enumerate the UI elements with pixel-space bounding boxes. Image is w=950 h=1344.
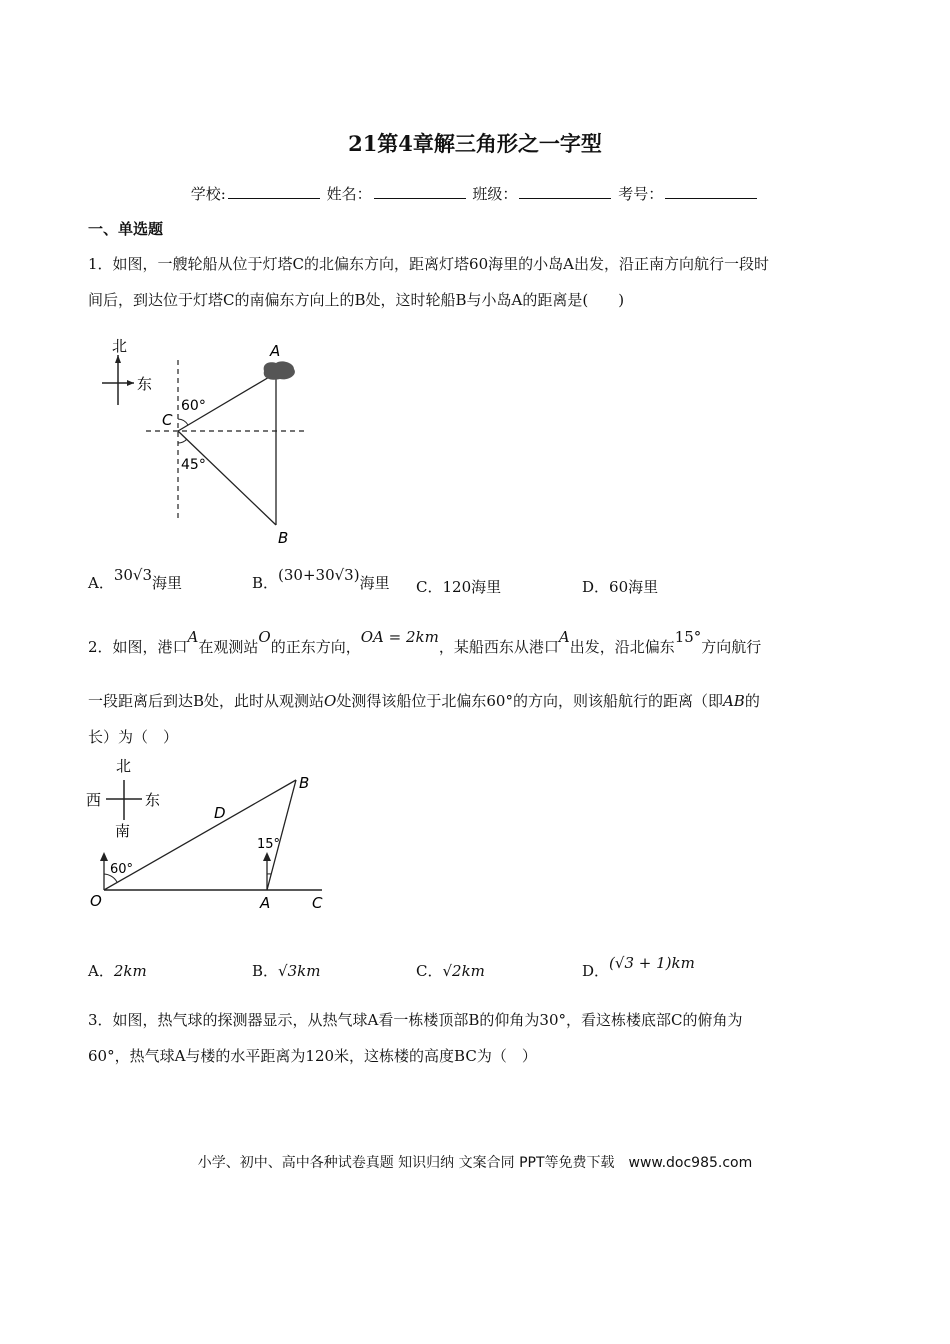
fig2-angle-15: 15°: [257, 837, 281, 852]
q2-option-a-math: 2km: [113, 962, 147, 980]
q2-ab: AB: [722, 692, 745, 710]
question-2-line-3: 长）为（ ）: [88, 728, 179, 746]
fig2-north-label: 北: [116, 757, 132, 775]
q2-option-b-label: B．: [252, 962, 279, 980]
q2-angle-15: 15°: [674, 628, 702, 646]
fig2-angle-60: 60°: [110, 862, 134, 877]
question-2-figure: [84, 752, 334, 917]
question-1-text: [88, 246, 868, 318]
question-1-line-2: 间后，到达位于灯塔C的南偏东方向上的B处，这时轮船B与小岛A的距离是( ): [88, 291, 625, 309]
q1-option-d[interactable]: D．60海里: [582, 578, 659, 596]
fig1-angle-60: 60°: [181, 398, 206, 414]
q1-option-a[interactable]: [88, 566, 183, 593]
fig1-label-c: C: [162, 411, 173, 429]
island-icon: [264, 361, 295, 379]
q2-text-2: 在观测站: [198, 638, 259, 656]
fig2-label-b: B: [299, 774, 310, 792]
q2-angle-60: 60°: [486, 692, 513, 710]
fig2-label-a: A: [260, 894, 271, 912]
q2-option-d-math: (√3 + 1)km: [609, 954, 695, 972]
fig1-north-label: 北: [112, 337, 128, 355]
q2-option-c-math: √2km: [442, 962, 485, 980]
name-blank: [374, 184, 466, 199]
q2-option-a[interactable]: [88, 960, 147, 981]
question-2-line-1: [88, 628, 868, 660]
q2-text-1: 2．如图，港口: [88, 638, 188, 656]
q2-text-8: 处测得该船位于北偏东: [336, 692, 487, 710]
q1-option-b-label: B．: [252, 574, 279, 592]
exam-no-label: 考号：: [618, 185, 664, 203]
q1-option-a-unit: 海里: [152, 574, 183, 592]
q2-text-3: 的正东方向，: [270, 638, 361, 656]
q2-text-10: 的: [744, 692, 760, 710]
q2-option-b[interactable]: [252, 960, 320, 981]
exam-no-blank: [665, 184, 757, 199]
fig2-west-label: 西: [86, 791, 102, 809]
q1-option-b-math: (30+30√3): [278, 566, 360, 584]
q2-text-5: 出发，沿北偏东: [569, 638, 675, 656]
q1-option-a-label: A．: [88, 574, 114, 592]
class-label: 班级：: [472, 185, 518, 203]
question-1-line-1: 1．如图，一艘轮船从位于灯塔C的北偏东方向，距离灯塔60海里的小岛A出发，沿正南方向航行一段时: [88, 255, 769, 273]
section-heading: 一、单选题: [88, 220, 164, 238]
q1-option-c[interactable]: C．120海里: [416, 578, 502, 596]
fig2-south-label: 南: [115, 822, 131, 840]
q1-option-a-math: 30√3: [113, 566, 153, 584]
q2-station-o: O: [258, 628, 271, 646]
q2-option-d[interactable]: [582, 954, 695, 981]
q2-port-a: A: [187, 628, 199, 646]
question-3-line-1: 3．如图，热气球的探测器显示，从热气球A看一栋楼顶部B的仰角为30°，看这栋楼底部C的俯角为: [88, 1011, 743, 1029]
q2-option-b-math: √3km: [278, 962, 321, 980]
fig1-label-b: B: [278, 529, 289, 547]
q2-oa-distance: OA = 2km: [360, 628, 439, 646]
q2-option-c[interactable]: [416, 960, 485, 981]
q2-port-a-2: A: [558, 628, 570, 646]
fig1-angle-45: 45°: [181, 457, 206, 473]
fig2-label-o: O: [90, 892, 102, 910]
q2-text-7: 一段距离后到达B处，此时从观测站: [88, 692, 325, 710]
q2-text-9: 的方向，则该船航行的距离（即: [512, 692, 723, 710]
q2-text-6: 方向航行: [701, 638, 762, 656]
fig1-label-a: A: [270, 342, 281, 360]
name-label: 姓名：: [326, 185, 372, 203]
class-blank: [519, 184, 611, 199]
fig2-east-label: 东: [145, 791, 161, 809]
fig1-east-label: 东: [137, 375, 153, 393]
question-2-line-2: [88, 688, 868, 714]
q2-option-a-label: A．: [88, 962, 114, 980]
q2-option-d-label: D．: [582, 962, 610, 980]
school-blank: [228, 184, 320, 199]
school-label: 学校:: [190, 185, 226, 203]
question-3-line-2: 60°，热气球A与楼的水平距离为120米，这栋楼的高度BC为（ ）: [88, 1047, 537, 1065]
q1-option-b-unit: 海里: [359, 574, 390, 592]
question-1-figure: [88, 335, 328, 550]
fig2-label-c: C: [312, 894, 323, 912]
q2-text-4: ，某船西东从港口: [438, 638, 559, 656]
q1-option-b[interactable]: [252, 566, 390, 593]
question-3-text: [88, 1002, 868, 1074]
q2-station-o-2: O: [324, 692, 337, 710]
page-footer: 小学、初中、高中各种试卷真题 知识归纳 文案合同 PPT等免费下载 www.doc985.com: [197, 1155, 753, 1171]
student-info-line: [0, 183, 950, 204]
page-title: 21第4章解三角形之一字型: [348, 131, 602, 156]
fig2-label-d: D: [214, 804, 226, 822]
q2-option-c-label: C．: [416, 962, 443, 980]
